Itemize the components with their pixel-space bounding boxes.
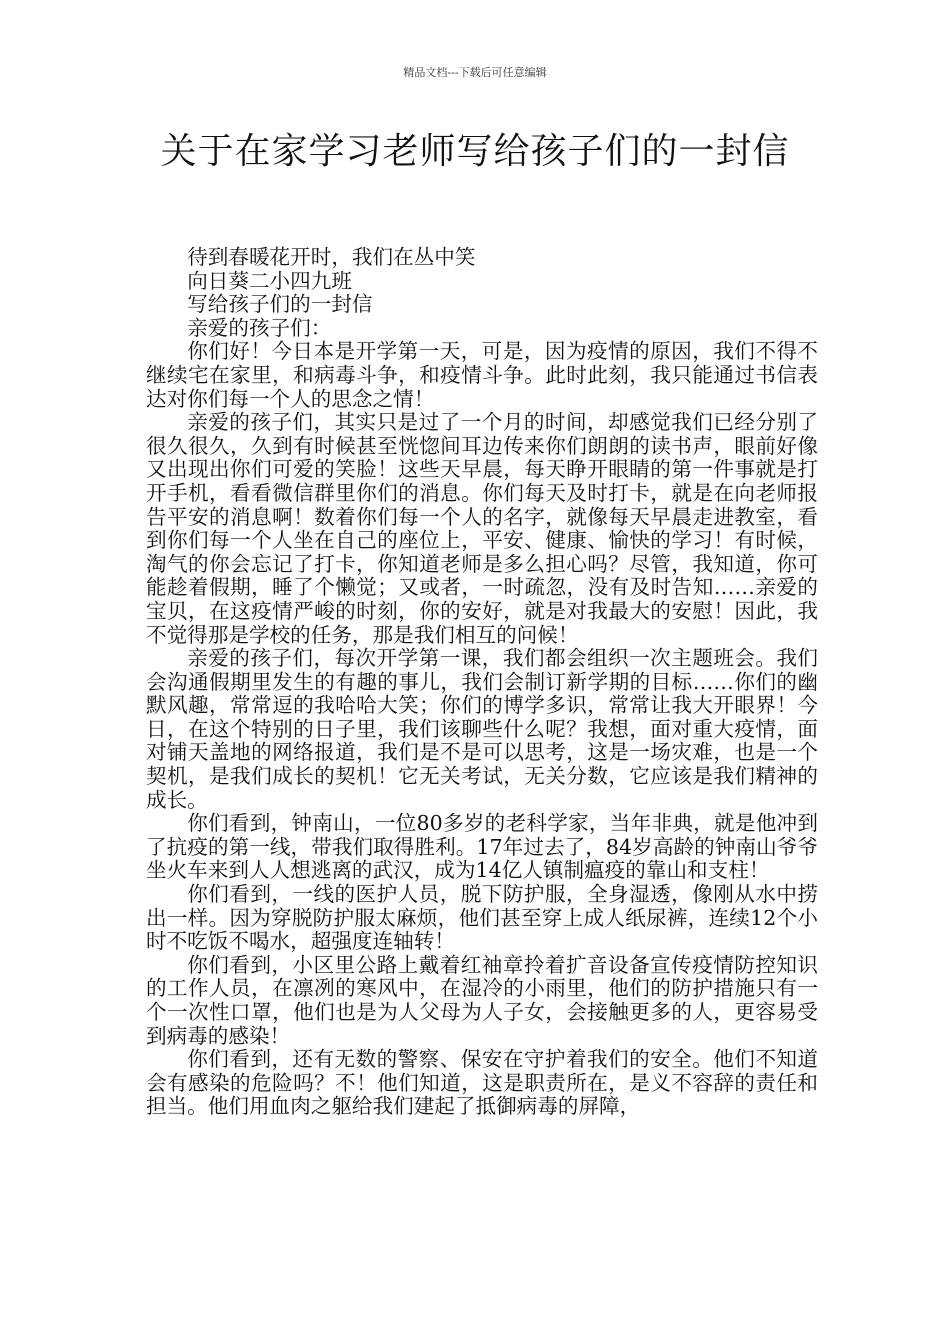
paragraph: 你们看到，小区里公路上戴着红袖章拎着扩音设备宣传疫情防控知识的工作人员，在凛冽的寒风中，在湿冷的小雨里，他们的防护措施只有一个一次性口罩，他们也是为人父母为人子女，会接触更多的人，更容易受到病毒的感染！ <box>146 952 818 1048</box>
paragraph: 你们看到，一线的医护人员，脱下防护服，全身湿透，像刚从水中捞出一样。因为穿脱防护服太麻烦，他们甚至穿上成人纸尿裤，连续12个小时不吃饭不喝水，超强度连轴转！ <box>146 882 818 954</box>
paragraph: 亲爱的孩子们，其实只是过了一个月的时间，却感觉我们已经分别了很久很久，久到有时候甚至恍惚间耳边传来你们朗朗的读书声，眼前好像又出现出你们可爱的笑脸！这些天早晨，每天睁开眼睛的第一件事就是打开手机，看看微信群里你们的消息。你们每天及时打卡，就是在向老师报告平安的消息啊！数着你们每一个人的名字，就像每天早晨走进教室，看到你们每一个人坐在自己的座位上，平安、健康、愉快的学习！有时候，淘气的你会忘记了打卡，你知道老师是多么担心吗？尽管，我知道，你可能趁着假期，睡了个懒觉；又或者，一时疏忽，没有及时告知……亲爱的宝贝，在这疫情严峻的时刻，你的安好，就是对我最大的安慰！因此，我不觉得那是学校的任务，那是我们相互的问候！ <box>146 410 818 647</box>
header-note: 精品文档---下载后可任意编辑 <box>403 66 547 79</box>
intro-line-salutation: 亲爱的孩子们： <box>187 315 332 340</box>
letter-body <box>146 246 818 1119</box>
paragraph: 你们看到，还有无数的警察、保安在守护着我们的安全。他们不知道会有感染的危险吗？不！他们知道，这是职责所在，是义不容辞的责任和担当。他们用血肉之躯给我们建起了抵御病毒的屏障， <box>146 1047 818 1119</box>
paragraph: 你们好！今日本是开学第一天，可是，因为疫情的原因，我们不得不继续宅在家里，和病毒斗争，和疫情斗争。此时此刻，我只能通过书信表达对你们每一个人的思念之情！ <box>146 339 818 411</box>
intro-line-slogan: 待到春暖花开时，我们在丛中笑 <box>187 245 476 269</box>
document-title: 关于在家学习老师写给孩子们的一封信 <box>160 131 790 172</box>
intro-line-class: 向日葵二小四九班 <box>187 268 352 293</box>
intro-line-subject: 写给孩子们的一封信 <box>187 292 373 317</box>
paragraph: 亲爱的孩子们，每次开学第一课，我们都会组织一次主题班会。我们会沟通假期里发生的有趣的事儿，我们会制订新学期的目标……你们的幽默风趣，常常逗的我哈哈大笑；你们的博学多识，常常让我大开眼界！今日，在这个特别的日子里，我们该聊些什么呢？我想，面对重大疫情，面对铺天盖地的网络报道，我们是不是可以思考，这是一场灾难，也是一个契机，是我们成长的契机！它无关考试，无关分数，它应该是我们精神的成长。 <box>146 646 818 812</box>
paragraph: 你们看到，钟南山，一位80多岁的老科学家，当年非典，就是他冲到了抗疫的第一线，带我们取得胜利。17年过去了，84岁高龄的钟南山爷爷坐火车来到人人想逃离的武汉，成为14亿人镇制瘟疫的靠山和支柱！ <box>146 811 818 883</box>
